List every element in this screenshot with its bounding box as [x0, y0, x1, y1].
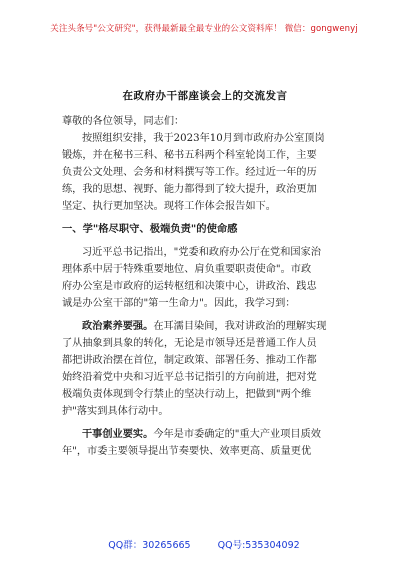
text-line: 理体系中居于特殊重要地位、肩负重要职责使命"。市政 [62, 264, 312, 275]
text-run: 今年是市委确定的"重大产业项目质效 [153, 429, 321, 440]
document-page [62, 88, 348, 466]
text-line: 都把讲政治摆在首位，制定政策、部署任务、推动工作都 [62, 355, 317, 366]
section-heading: 一、学"格尽职守、极端负责"的使命感 [62, 223, 238, 235]
contact-footer [0, 537, 408, 551]
qq-number: QQ号:535304092 [217, 540, 300, 551]
text-line: 年"，市委主要领导提出节奏要快、效率更高、质量更优 [62, 446, 312, 457]
text-line: 诚是办公室干部的"第一生命力"。因此，我学习到： [62, 298, 296, 309]
paragraph-label: 政治素养要强。 [82, 320, 154, 332]
text-line: 坚定、执行更加坚决。现将工作体会报告如下。 [62, 201, 276, 212]
promo-banner: 关注头条号"公文研究"，获得最新最全最专业的公文资料库！ 微信：gongwenyj [50, 24, 358, 34]
text-line: 府办公室是市政府的运转枢纽和决策中心，讲政治、践忠 [62, 281, 317, 292]
qq-group: QQ群：30265665 [108, 540, 191, 551]
text-line: 练，我的思想、视野、能力都得到了较大提升，政治更加 [62, 184, 317, 195]
political-literacy-paragraph [62, 318, 348, 420]
intro-paragraph [62, 130, 348, 215]
text-line [62, 426, 348, 443]
text-line: 始终沿着党中央和习近平总书记指引的方向前进，把对党 [62, 372, 317, 383]
text-line: 锻炼，并在秘书三科、秘书五科两个科室轮岗工作，主要 [62, 150, 317, 161]
document-title: 在政府办干部座谈会上的交流发言 [122, 90, 288, 102]
text-line: 极端负责体现到令行禁止的坚决行动上，把做到"两个维 [62, 389, 312, 400]
text-line: 按照组织安排，我于2023年10月到市政府办公室顶岗 [82, 133, 325, 144]
text-run: 在耳濡目染间，我对讲政治的理解实现 [153, 321, 327, 332]
text-line: 护"落实到具体行动中。 [62, 406, 169, 417]
text-line: 习近平总书记指出，"党委和政府办公厅在党和国家治 [82, 247, 321, 258]
text-line: 了从抽象到具象的转化，无论是市领导还是普通工作人员 [62, 338, 317, 349]
work-paragraph [62, 426, 348, 460]
text-line: 负责公文处理、会务和材料撰写等工作。经过近一年的历 [62, 167, 317, 178]
paragraph-label: 干事创业要实。 [82, 428, 154, 440]
salutation: 尊敬的各位领导，同志们： [62, 116, 185, 127]
text-line [62, 318, 348, 335]
section1-paragraph [62, 244, 348, 312]
